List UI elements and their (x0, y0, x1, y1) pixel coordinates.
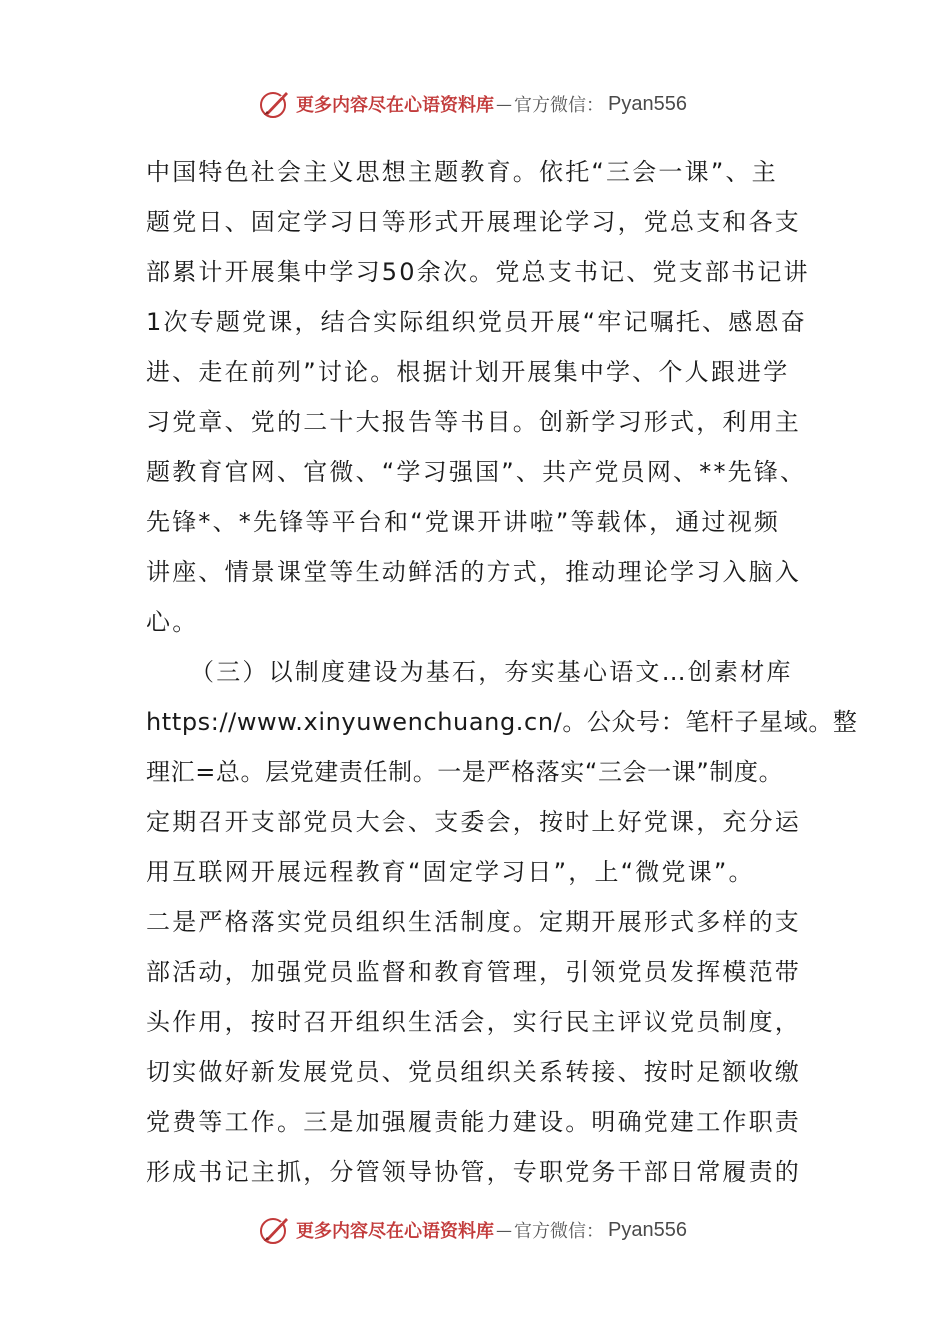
banner-dash: — (496, 1220, 513, 1240)
body-line: 定期召开支部党员大会、支委会，按时上好党课，充分运 (146, 808, 801, 836)
body-line: 二是严格落实党员组织生活制度。定期开展形式多样的支 (146, 908, 801, 936)
banner-dash: — (496, 94, 513, 114)
body-line: 心。 (146, 608, 199, 636)
banner-wechat-label: 官方微信： (514, 1221, 605, 1242)
banner-wechat-id: Pyan556 (608, 1218, 687, 1241)
banner-site-name: 更多内容尽在心语资料库 (296, 1221, 495, 1242)
body-line: 部累计开展集中学习50余次。党总支书记、党支部书记讲 (146, 258, 810, 286)
body-line: 切实做好新发展党员、党员组织关系转接、按时足额收缴 (146, 1058, 801, 1086)
body-line-url: https://www.xinyuwenchuang.cn/。公众号：笔杆子星域。整 (146, 708, 858, 736)
header-banner (0, 84, 950, 124)
body-line: 理汇=总。层党建责任制。一是严格落实“三会一课”制度。 (146, 758, 784, 786)
quill-pen-logo-icon (258, 87, 292, 121)
body-line: 讲座、情景课堂等生动鲜活的方式，推动理论学习入脑入 (146, 558, 801, 586)
body-line: 中国特色社会主义思想主题教育。依托“三会一课”、主 (146, 158, 778, 186)
body-line: 1次专题党课，结合实际组织党员开展“牢记嘱托、感恩奋 (146, 308, 807, 336)
body-line: 形成书记主抓，分管领导协管，专职党务干部日常履责的 (146, 1158, 801, 1186)
body-line: 进、走在前列”讨论。根据计划开展集中学、个人跟进学 (146, 358, 790, 386)
section-heading-line: （三）以制度建设为基石，夯实基心语文…创素材库 (190, 658, 793, 686)
body-line: 习党章、党的二十大报告等书目。创新学习形式，利用主 (146, 408, 801, 436)
body-line: 题教育官网、官微、“学习强国”、共产党员网、**先锋、 (146, 458, 807, 486)
quill-pen-logo-icon (258, 1213, 292, 1247)
body-line: 党费等工作。三是加强履责能力建设。明确党建工作职责 (146, 1108, 801, 1136)
body-line: 先锋*、*先锋等平台和“党课开讲啦”等载体，通过视频 (146, 508, 781, 536)
banner-site-name: 更多内容尽在心语资料库 (296, 95, 495, 116)
document-body (146, 147, 858, 1197)
body-line: 用互联网开展远程教育“固定学习日”，上“微党课”。 (146, 858, 755, 886)
footer-banner (0, 1210, 950, 1250)
banner-wechat-label: 官方微信： (514, 95, 605, 116)
body-line: 部活动，加强党员监督和教育管理，引领党员发挥模范带 (146, 958, 801, 986)
body-line: 题党日、固定学习日等形式开展理论学习，党总支和各支 (146, 208, 801, 236)
banner-wechat-id: Pyan556 (608, 92, 687, 115)
body-line: 头作用，按时召开组织生活会，实行民主评议党员制度， (146, 1008, 801, 1036)
